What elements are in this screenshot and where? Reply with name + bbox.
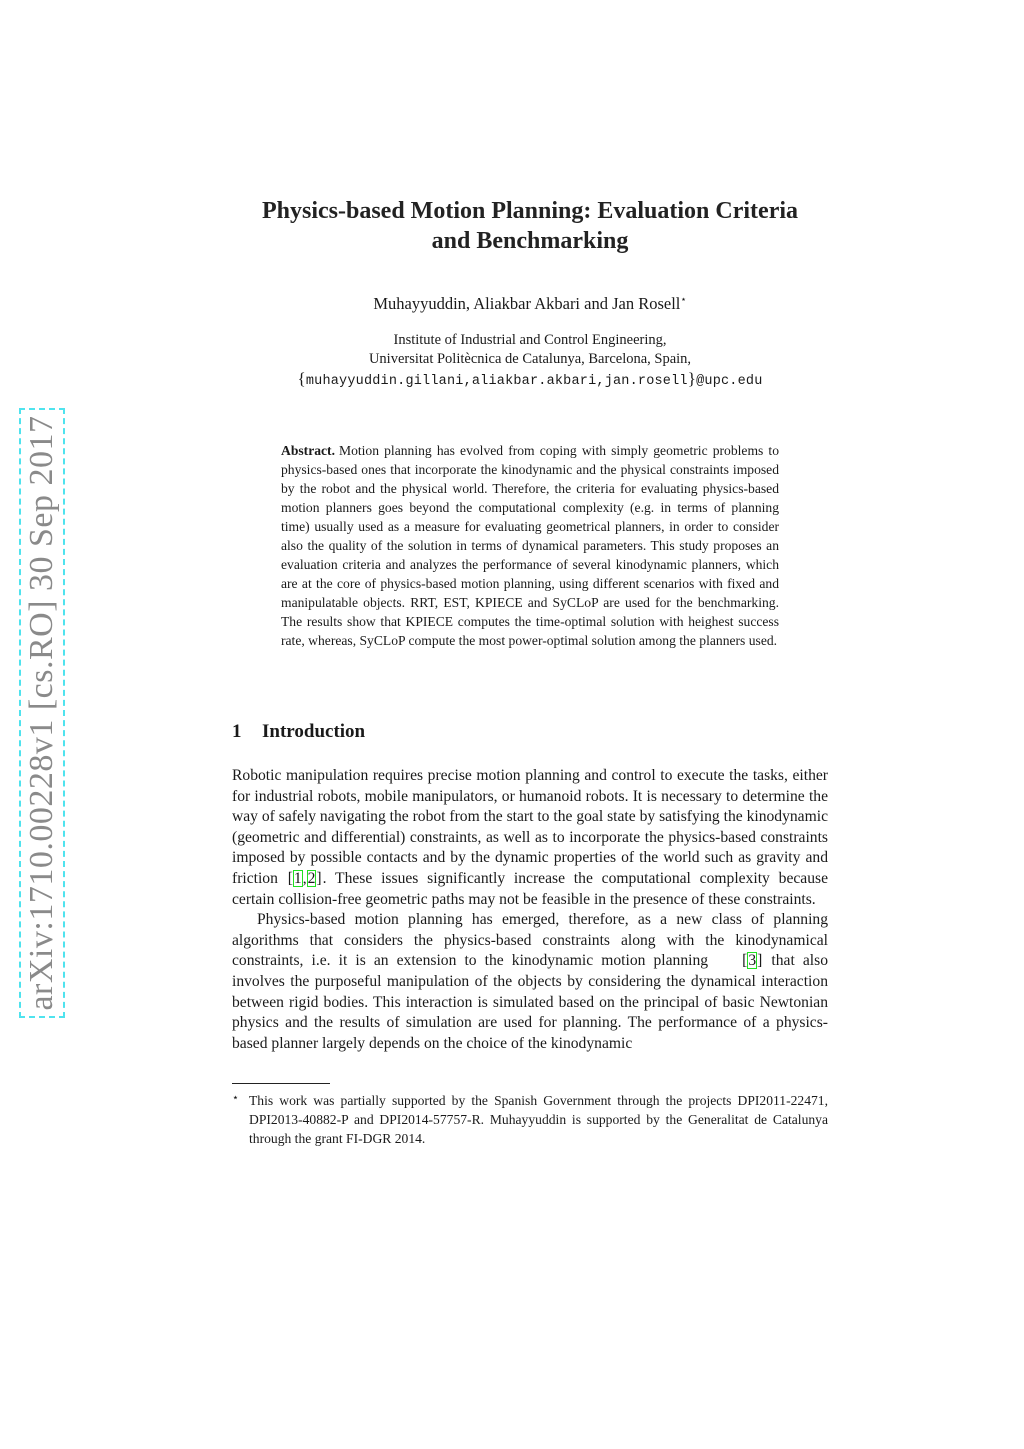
paper-title (232, 196, 828, 256)
arxiv-identifier[interactable]: arXiv:1710.00228v1 [cs.RO] 30 Sep 2017 (23, 415, 60, 1011)
citation-open-bracket: [ (742, 952, 748, 970)
paper-title-line-1: Physics-based Motion Planning: Evaluation Criteria (261, 198, 799, 224)
affiliation-line-2: Universitat Politècnica de Catalunya, Barcelona, Spain, (368, 351, 692, 367)
author-emails[interactable] (232, 369, 828, 391)
affiliation-line-1: Institute of Industrial and Control Engineering, (393, 332, 667, 348)
section-title: Introduction (262, 721, 366, 742)
paragraph-1-text-a: Robotic manipulation requires precise motion planning and control to execute the tasks, either for industrial robots, mobile manipulators, or humanoid robots. It is necessary to determine the way of safely navigating the robot from the start to the goal state by satisfying the kinodynamic (geometric and differential) constraints, as well as to incorporate the physics-based constraints imposed by possible contacts and by the dynamic properties of the world such as gravity and friction (232, 767, 828, 887)
paragraph-2 (232, 910, 828, 1054)
citation-link-1[interactable]: 1 (293, 869, 302, 887)
email-users: muhayyuddin.gillani,aliakbar.akbari,jan.rosell (305, 374, 688, 389)
section-number: 1 (232, 721, 242, 742)
paragraph-2-text-b: that also involves the purposeful manipulation of the objects by considering the dynamical interaction between rigid bodies. This interaction is simulated based on the principal of basic Newtonian physics and the results of simulation are used for planning. The performance of a physics-based planner largely depends on the choice of the kinodynamic (232, 952, 828, 1052)
citation-open-bracket: [ (287, 869, 293, 887)
author-list (232, 294, 828, 314)
citation-link-3[interactable]: 3 (748, 952, 757, 970)
footnote: ⋆ This work was partially supported by the Spanish Government through the projects DPI2011-22471, DPI2013-40882-P and DPI2014-57757-R. Muhayyuddin is supported by the Generalitat de Catalunya through the grant FI-DGR 2014. (232, 1092, 828, 1146)
paragraph-1-text-b: . These issues significantly increase the computational complexity because certain collision-free geometric paths may not be feasible in the presence of these constraints. (232, 869, 829, 908)
citation-group-1-2 (287, 869, 323, 887)
citation-separator: , (302, 869, 307, 887)
section-heading-introduction (232, 721, 365, 743)
body-text (232, 766, 828, 1054)
citation-group-3 (716, 954, 763, 968)
author-names: Muhayyuddin, Aliakbar Akbari and Jan Rosell (373, 294, 681, 313)
footnote-divider (232, 1083, 330, 1084)
email-close-brace: } (687, 369, 697, 388)
email-open-brace: { (297, 369, 306, 388)
citation-close-bracket: ] (757, 952, 763, 970)
paragraph-2-text-a: Physics-based motion planning has emerged, therefore, as a new class of planning algorithms that considers the physics-based constraints along with the kinodynamical constraints, i.e. it is an extension to the kinodynamic motion planning (232, 911, 828, 970)
author-footnote-mark[interactable]: ⋆ (680, 294, 687, 306)
citation-link-2[interactable]: 2 (307, 869, 316, 887)
affiliation-block (232, 331, 828, 391)
email-domain: @upc.edu (696, 374, 763, 389)
abstract-text: Motion planning has evolved from coping with simply geometric problems to physics-based ones that incorporate the kinodynamic and the physical constraints imposed by the robot and the physical world. Therefore, the criteria for evaluating physics-based motion planners goes beyond the computational complexity (e.g. in terms of planning time) usually used as a measure for evaluating geometrical planners, in order to consider also the quality of the solution in terms of dynamical parameters. This study proposes an evaluation criteria and analyzes the performance of several kinodynamic planners, which are at the core of physics-based motion planning, using different scenarios with fixed and manipulatable objects. RRT, EST, KPIECE and SyCLoP are used for the benchmarking. The results show that KPIECE computes the time-optimal solution with heighest success rate, whereas, SyCLoP compute the most power-optimal solution among the planners used. (281, 443, 779, 648)
abstract (281, 441, 779, 650)
paragraph-1 (232, 766, 828, 910)
footnote-text: This work was partially supported by the Spanish Government through the projects DPI2011-22471, DPI2013-40882-P and DPI2014-57757-R. Muhayyuddin is supported by the Generalitat de Catalunya through the grant FI-DGR 2014. (249, 1093, 828, 1146)
abstract-label: Abstract. (281, 443, 335, 458)
citation-close-bracket: ] (316, 869, 322, 887)
paper-title-line-2: and Benchmarking (431, 228, 629, 254)
